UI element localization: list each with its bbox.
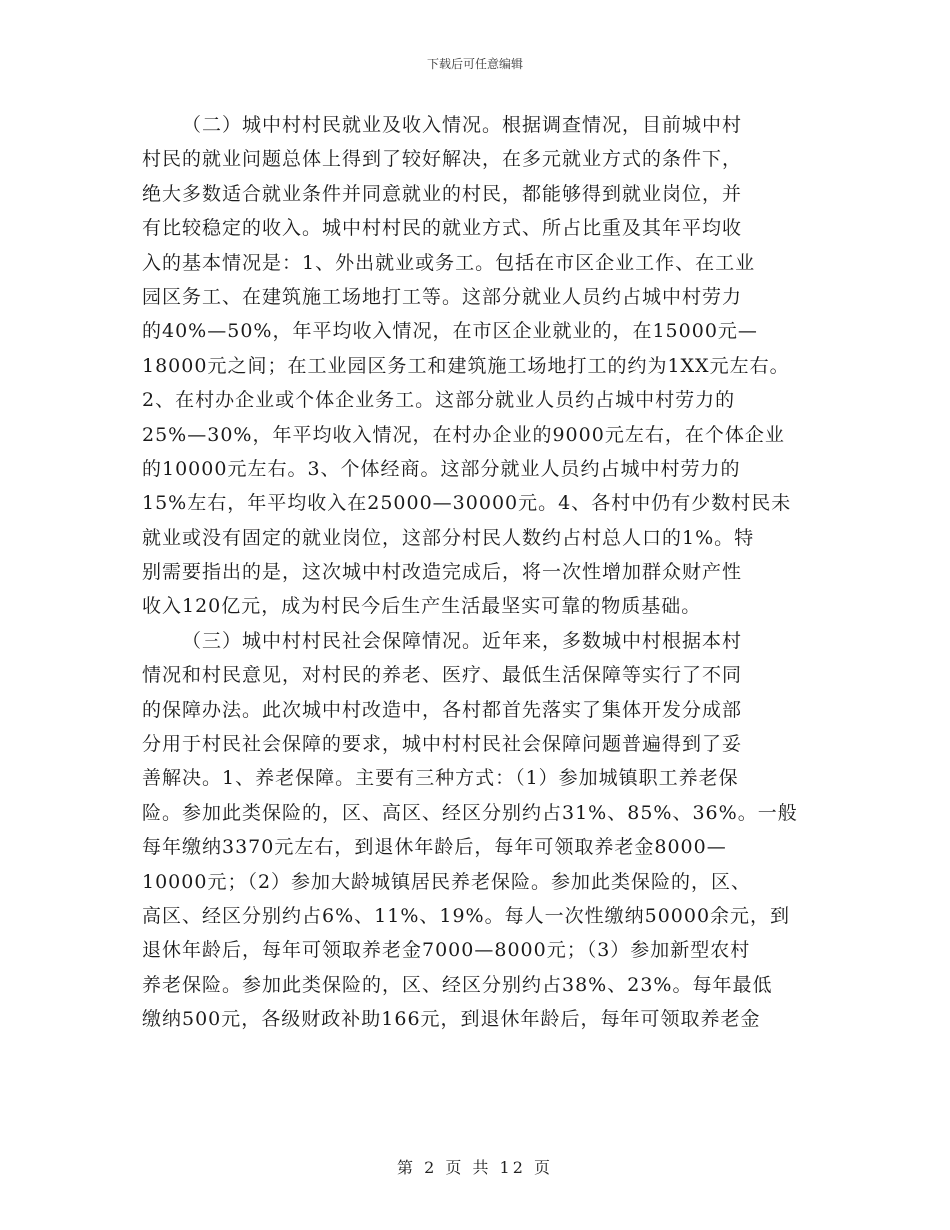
text-line: 缴纳500元，各级财政补助166元，到退休年龄后，每年可领取养老金 (142, 1008, 761, 1031)
text-line: 15%左右，年平均收入在25000—30000元。4、各村中仍有少数村民未 (142, 492, 792, 515)
text-line: 养老保险。参加此类保险的，区、经区分别约占38%、23%。每年最低 (142, 973, 773, 996)
page-header-note: 下载后可任意编辑 (426, 57, 523, 71)
text-line: 情况和村民意见，对村民的养老、医疗、最低生活保障等实行了不同 (142, 664, 743, 687)
text-line: 收入120亿元，成为村民今后生产生活最坚实可靠的物质基础。 (142, 595, 702, 618)
page-number-footer: 第 2 页 共 12 页 (397, 1158, 553, 1177)
text-line: （三）城中村村民社会保障情况。近年来，多数城中村根据本村 (182, 629, 743, 652)
text-line: （二）城中村村民就业及收入情况。根据调查情况，目前城中村 (182, 114, 743, 136)
text-line: 就业或没有固定的就业岗位，这部分村民人数约占村总人口的1%。特 (142, 526, 755, 549)
text-line: 2、在村办企业或个体企业务工。这部分就业人员约占城中村劳力的 (142, 389, 736, 412)
text-line: 每年缴纳3370元左右，到退休年龄后，每年可领取养老金8000— (142, 836, 727, 859)
text-line: 绝大多数适合就业条件并同意就业的村民，都能够得到就业岗位，并 (142, 182, 743, 205)
text-line: 入的基本情况是：1、外出就业或务工。包括在市区企业工作、在工业 (142, 251, 756, 274)
paragraph-employment (142, 108, 812, 624)
text-line: 退休年龄后，每年可领取养老金7000—8000元；（3）参加新型农村 (142, 939, 751, 962)
text-line: 高区、经区分别约占6%、11%、19%。每人一次性缴纳50000余元，到 (142, 904, 791, 927)
text-line: 18000元之间；在工业园区务工和建筑施工场地打工的约为1XX元左右。 (142, 354, 790, 377)
document-body (142, 108, 812, 1037)
text-line: 分用于村民社会保障的要求，城中村村民社会保障问题普遍得到了妥 (142, 733, 743, 756)
text-line: 别需要指出的是，这次城中村改造完成后，将一次性增加群众财产性 (142, 561, 743, 584)
text-line: 有比较稳定的收入。城中村村民的就业方式、所占比重及其年平均收 (142, 217, 743, 240)
text-line: 的10000元左右。3、个体经商。这部分就业人员约占城中村劳力的 (142, 457, 741, 480)
text-line: 的40%—50%，年平均收入情况，在市区企业就业的，在15000元— (142, 320, 758, 343)
text-line: 的保障办法。此次城中村改造中，各村都首先落实了集体开发分成部 (142, 698, 743, 721)
text-line: 村民的就业问题总体上得到了较好解决，在多元就业方式的条件下， (142, 148, 743, 171)
text-line: 10000元；（2）参加大龄城镇居民养老保险。参加此类保险的，区、 (142, 870, 752, 893)
paragraph-social-security (142, 624, 812, 1037)
text-line: 园区务工、在建筑施工场地打工等。这部分就业人员约占城中村劳力 (142, 285, 743, 308)
text-line: 25%—30%，年平均收入情况，在村办企业的9000元左右，在个体企业 (142, 423, 785, 446)
text-line: 险。参加此类保险的，区、高区、经区分别约占31%、85%、36%。一般 (142, 801, 798, 824)
text-line: 善解决。1、养老保障。主要有三种方式：（1）参加城镇职工养老保 (142, 767, 739, 790)
